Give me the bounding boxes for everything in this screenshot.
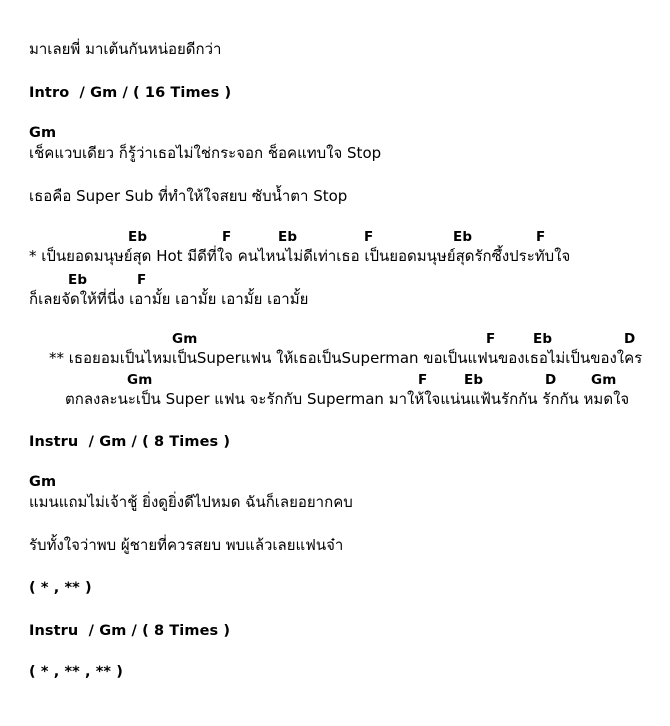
section-label-instru1-label: Instru / Gm / ( 8 Times ) [29,434,231,450]
section-label-instru2-label: Instru / Gm / ( 8 Times ) [29,623,231,639]
section-label-verse2-chord: Gm [29,474,57,490]
chord-label: Eb [128,229,148,245]
section-label-repeat2: ( * , ** , ** ) [29,664,123,680]
lyric-line-intro-lyric: มาเลยพี่ มาเต้นกันหน่อยดีกว่า [29,40,222,58]
chord-label: Gm [172,331,198,347]
chord-label: F [536,229,546,245]
lyric-line-chorus2-line1: ** เธอยอมเป็นไหมเป็นSuperแฟน ให้เธอเป็นSuperman ขอเป็นแฟนของเธอไม่เป็นของใคร [49,349,643,367]
lyric-line-chorus1-line2: ก็เลยจัดให้ที่นี่ง เอามั้ย เอามั้ย เอามั้ย เอามั้ย [29,290,309,308]
chord-label: Eb [278,229,298,245]
chord-row-chorus2-chords-row2 [0,374,670,390]
chord-label: D [624,331,636,347]
chord-row-chorus2-chords-row1 [0,333,670,349]
chord-label: F [486,331,496,347]
chord-label: F [418,372,428,388]
chord-label: F [222,229,232,245]
section-label-intro-label: Intro / Gm / ( 16 Times ) [29,85,232,101]
lyric-line-chorus2-line2: ตกลงละนะเป็น Super แฟน จะรักกับ Superman มาให้ใจแน่นแฟ้นรักกัน รักกัน หมดใจ [65,390,630,408]
lyric-line-chorus1-line1: * เป็นยอดมนุษย์สุด Hot มีดีที่ใจ คนไหนไม่ดีเท่าเธอ เป็นยอดมนุษย์สุดรักซึ้งประทับใจ [29,247,571,265]
lyric-line-verse1-line2: เธอคือ Super Sub ที่ทำให้ใจสยบ ซับน้ำตา Stop [29,187,348,205]
chord-row-chorus1-chords-row2 [0,274,670,290]
chord-label: Eb [464,372,484,388]
lyric-line-verse2-line1: แมนแถมไม่เจ้าชู้ ยิ่งดูยิ่งดีไปหมด ฉันก็เลยอยากคบ [29,493,353,511]
chord-label: Gm [127,372,153,388]
chord-label: Gm [591,372,617,388]
chord-label: D [545,372,557,388]
chord-label: Eb [533,331,553,347]
lyric-line-verse1-line1: เช็คแวบเดียว ก็รู้ว่าเธอไม่ใช่กระจอก ช็อคแทบใจ Stop [29,144,382,162]
chord-row-chorus1-chords-row1 [0,231,670,247]
chord-label: Eb [453,229,473,245]
chord-label: F [137,272,147,288]
section-label-repeat1: ( * , ** ) [29,580,92,596]
chord-label: F [364,229,374,245]
lyric-line-verse2-line2: รับทั้งใจว่าพบ ผู้ชายที่ควรสยบ พบแล้วเลยแฟนจ๋า [29,536,344,554]
section-label-verse1-chord: Gm [29,125,57,141]
chord-label: Eb [68,272,88,288]
